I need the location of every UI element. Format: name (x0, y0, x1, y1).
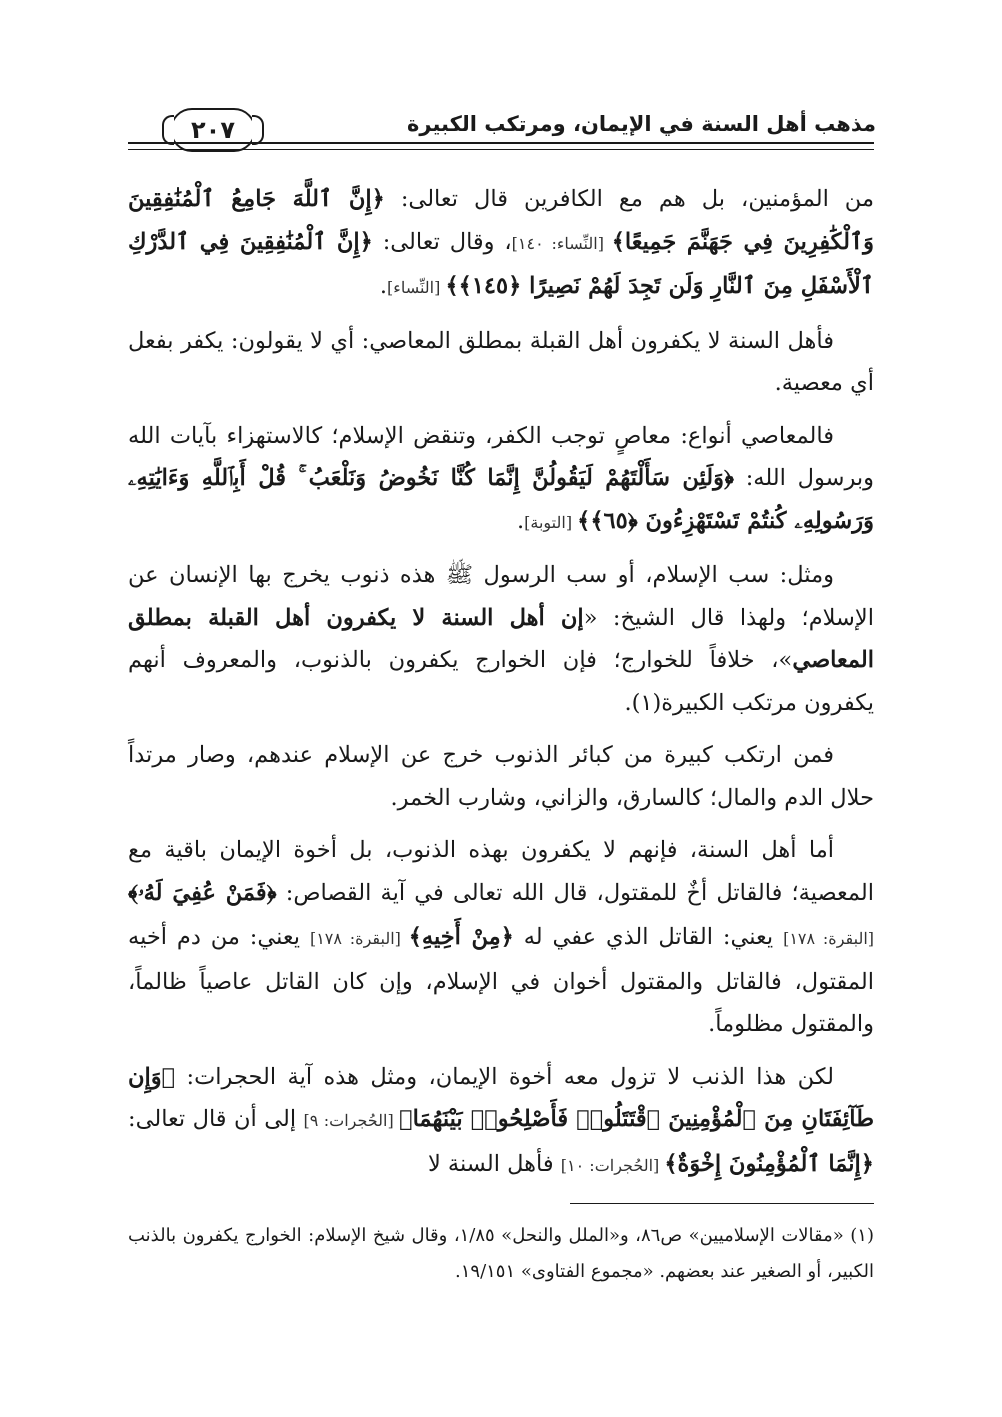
text-run: أما أهل السنة، فإنهم لا يكفرون بهذه الذنوب، بل أخوة الإيمان باقية مع المعصية؛ فالقاتل أخٌ للمقتول، قال الله تعالى في آية القصاص: (128, 837, 874, 906)
running-header-title: مذهب أهل السنة في الإيمان، ومرتكب الكبيرة (407, 112, 876, 136)
text-run: من المؤمنين، بل هم مع الكافرين قال تعالى: (384, 186, 874, 212)
paragraph (128, 554, 874, 724)
text-run: »، خلافاً للخوارج؛ فإن الخوارج يكفرون بالذنوب، والمعروف أنهم يكفرون مرتكب الكبيرة(١). (128, 647, 874, 716)
quran-verse: ﴿وَإِن طَآئِفَتَانِ مِنَ ٱلْمُؤْمِنِينَ ٱقْتَتَلُوا۟ فَأَصْلِحُوا۟ بَيْنَهُمَا﴾ (128, 1063, 874, 1132)
verse-reference: [النِّساء] (387, 278, 446, 297)
text-run: يعني: القاتل الذي عفي له (513, 924, 784, 950)
text-run: ، وقال تعالى: (372, 228, 512, 255)
text-run: إلى أن قال تعالى: (128, 1106, 304, 1132)
verse-reference: [النِّساء: ١٤٠] (511, 233, 612, 253)
header-rule-top (128, 142, 874, 144)
quoted-text: إن أهل السنة لا يكفرون أهل القبلة بمطلق المعاصي (128, 604, 874, 673)
quran-verse: ﴿فَمَنْ عُفِيَ لَهُۥ﴾ (128, 879, 277, 906)
paragraph (128, 734, 874, 819)
text-run: . (516, 507, 525, 534)
paragraph (128, 178, 874, 310)
header-rule-bottom (128, 149, 874, 150)
body-text (128, 178, 874, 1197)
verse-reference: [البقرة: ١٧٨] (309, 929, 409, 948)
footnote-separator (570, 1203, 874, 1204)
quran-verse: ﴿إِنَّ ٱللَّهَ جَامِعُ ٱلْمُنَٰفِقِينَ وَٱلْكَٰفِرِينَ فِي جَهَنَّمَ جَمِيعًا﴾ (128, 186, 875, 255)
verse-reference: [التوبة] (524, 512, 578, 532)
text-run: يعني: من دم أخيه المقتول، فالقاتل والمقتول أخوان في الإسلام، وإن كان القاتل عاصياً ظالماً، والمقتول مظلوماً. (128, 924, 874, 1037)
paragraph (128, 415, 874, 545)
text-run: لكن هذا الذنب لا تزول معه أخوة الإيمان، ومثل هذه آية الحجرات: (175, 1063, 834, 1090)
verse-reference: [البقرة: ١٧٨] (783, 929, 874, 948)
quran-verse: ﴿إِنَّ ٱلْمُنَٰفِقِينَ فِي ٱلدَّرْكِ ٱلْأَسْفَلِ مِنَ ٱلنَّارِ وَلَن تَجِدَ لَهُمْ نَصِيرًا ﴿١٤٥﴾﴾ (128, 228, 874, 299)
verse-reference: [الحُجرات: ١٠] (560, 1155, 665, 1175)
paragraph (128, 320, 874, 405)
verse-reference: [الحُجرات: ٩] (303, 1111, 400, 1130)
text-run: فالمعاصي أنواع: معاصٍ توجب الكفر، وتنقض الإسلام؛ كالاستهزاء بآيات الله وبرسول الله: (128, 422, 875, 491)
footnote: (١) «مقالات الإسلاميين» ص٨٦، و«الملل والنحل» ١/٨٥، وقال شيخ الإسلام: الخوارج يكفرون بالذنب الكبير، أو الصغير عند بعضهم. «مجموع الفتاوى» ١٩/١٥١. (128, 1225, 874, 1282)
page-number-badge: ٢٠٧ (170, 108, 256, 152)
text-run: . (379, 273, 388, 299)
text-run: ومثل: سب الإسلام، أو سب الرسول ﷺ هذه ذنوب يخرج بها الإنسان عن الإسلام؛ ولهذا قال الشيخ: « (128, 562, 874, 631)
quran-verse: ﴿وَلَئِن سَأَلْتَهُمْ لَيَقُولُنَّ إِنَّمَا كُنَّا نَخُوضُ وَنَلْعَبُ ۚ قُلْ أَبِٱللَّهِ وَءَايَٰتِهِۦ وَرَسُولِهِۦ كُنتُمْ تَسْتَهْزِءُونَ ﴿٦٥﴾﴾ (128, 465, 874, 534)
quran-verse: ﴿مِنْ أَخِيهِ﴾ (408, 924, 514, 950)
paragraph (128, 829, 874, 1046)
text-run: فأهل السنة لا يكفرون أهل القبلة بمطلق المعاصي: أي لا يقولون: يكفر بفعل أي معصية. (128, 327, 874, 396)
text-run: فأهل السنة لا (427, 1150, 561, 1177)
paragraph (128, 1056, 874, 1188)
text-run: فمن ارتكب كبيرة من كبائر الذنوب خرج عن الإسلام عندهم، وصار مرتداً حلال الدم والمال؛ كالسارق، والزاني، وشارب الخمر. (128, 742, 874, 811)
quran-verse: ﴿إِنَّمَا ٱلْمُؤْمِنُونَ إِخْوَةٌ﴾ (664, 1150, 874, 1177)
